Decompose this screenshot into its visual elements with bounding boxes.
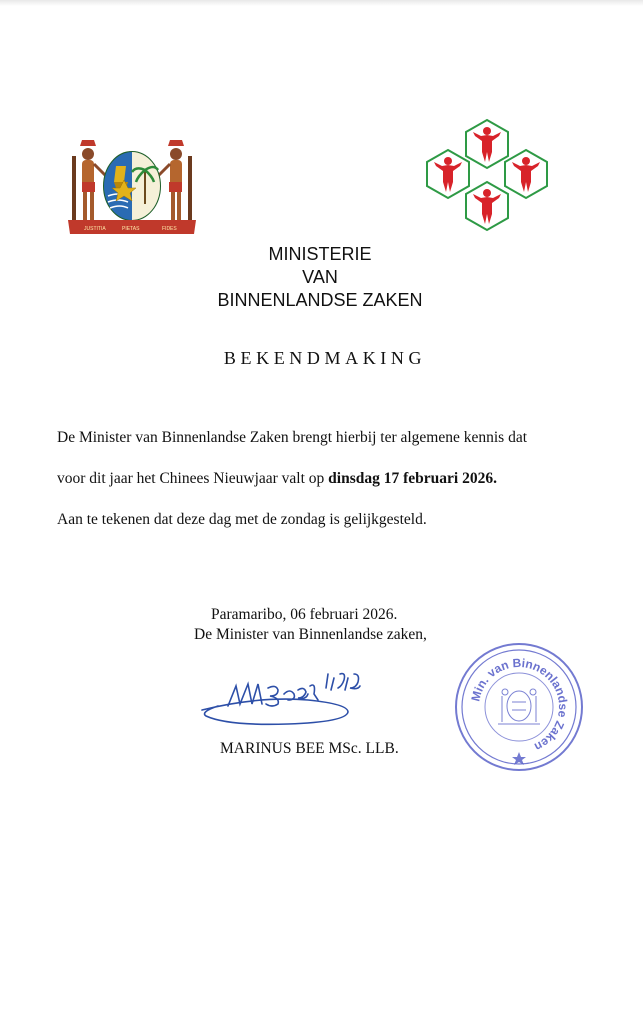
official-stamp (452, 640, 586, 774)
signer-name: MARINUS BEE MSc. LLB. (220, 740, 399, 757)
signatory-role: De Minister van Binnenlandse zaken, (194, 626, 427, 643)
ministry-heading-line-1: MINISTERIE (268, 244, 372, 264)
svg-text:JUSTITIA: JUSTITIA (84, 226, 106, 232)
page-top-edge (0, 0, 643, 6)
coat-of-arms-emblem (66, 136, 198, 238)
body-line-2 (57, 470, 497, 488)
ministry-heading-line-2: VAN (302, 267, 338, 287)
left-supporter-figure (72, 140, 106, 230)
svg-text:Min. van Binnenlandse Zaken: Min. van Binnenlandse Zaken (468, 655, 571, 755)
holiday-date: dinsdag 17 februari 2026. (328, 470, 497, 487)
place-and-date: Paramaribo, 06 februari 2026. (211, 606, 398, 623)
motto-banner (68, 220, 196, 234)
body-line-2-text: voor dit jaar het Chinees Nieuwjaar valt op (57, 470, 329, 487)
shield (104, 152, 160, 220)
body-line-3: Aan te tekenen dat deze dag met de zondag is gelijkgesteld. (57, 511, 427, 528)
svg-text:PIETAS: PIETAS (122, 226, 140, 232)
ministry-heading-line-3: BINNENLANDSE ZAKEN (217, 290, 423, 310)
body-line-1: De Minister van Binnenlandse Zaken brengt hierbij ter algemene kennis dat (57, 429, 528, 446)
svg-text:FIDES: FIDES (162, 226, 177, 232)
right-supporter-figure (158, 140, 192, 230)
document-title: BEKENDMAKING (223, 348, 427, 368)
ministry-logo (424, 116, 550, 242)
handwritten-signature (198, 660, 408, 732)
